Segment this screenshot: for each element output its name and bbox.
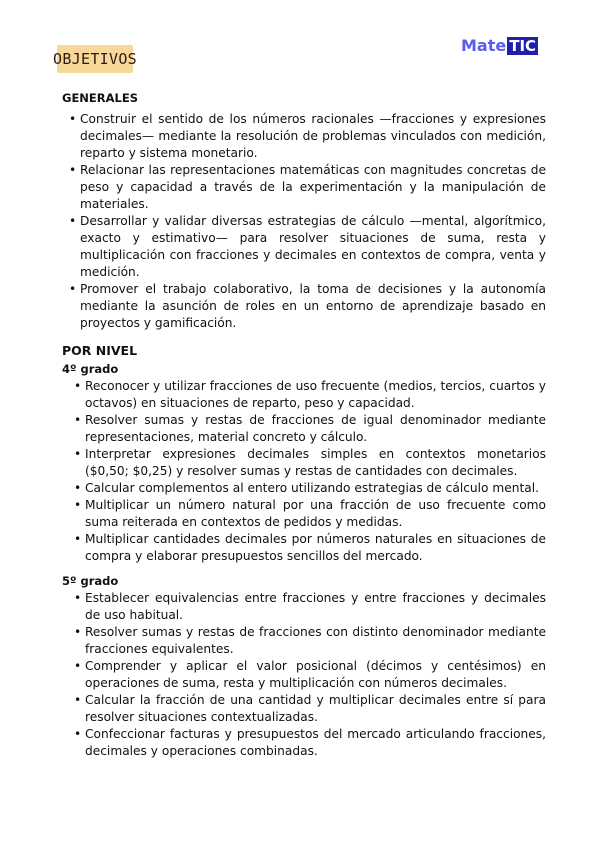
- list-item: • Relacionar las representaciones matemáticas con magnitudes concretas de peso y capacidad a través de la experimentación y la manipulación de materiales.: [68, 162, 546, 213]
- grado4-list: [73, 378, 546, 565]
- list-item: • Comprender y aplicar el valor posicional (décimos y centésimos) en operaciones de suma, resta y multiplicación con números decimales.: [73, 658, 546, 692]
- matetic-logo: [461, 37, 538, 55]
- list-item: • Multiplicar cantidades decimales por números naturales en situaciones de compra y elaborar presupuestos sencillos del mercado.: [73, 531, 546, 565]
- objectives-content: [62, 90, 546, 768]
- list-item: • Desarrollar y validar diversas estrategias de cálculo —mental, algorítmico, exacto y estimativo— para resolver situaciones de suma, resta y multiplicación con fracciones y decimales en contextos de compra, venta y medición.: [68, 213, 546, 281]
- logo-text-mate: Mate: [461, 36, 507, 55]
- list-item: • Calcular la fracción de una cantidad y multiplicar decimales entre sí para resolver situaciones contextualizadas.: [73, 692, 546, 726]
- section-heading-por-nivel: POR NIVEL: [62, 343, 138, 358]
- list-item: • Construir el sentido de los números racionales —fracciones y expresiones decimales— mediante la resolución de problemas vinculados con medición, reparto y sistema monetario.: [68, 111, 546, 162]
- page-title: OBJETIVOS: [53, 50, 137, 68]
- list-item: • Establecer equivalencias entre fracciones y entre fracciones y decimales de uso habitual.: [73, 590, 546, 624]
- subheading-4-grado: 4º grado: [62, 362, 119, 376]
- list-item: • Reconocer y utilizar fracciones de uso frecuente (medios, tercios, cuartos y octavos) en situaciones de reparto, peso y capacidad.: [73, 378, 546, 412]
- list-item: • Resolver sumas y restas de fracciones con distinto denominador mediante fracciones equivalentes.: [73, 624, 546, 658]
- page-title-badge: [53, 45, 137, 73]
- list-item: • Interpretar expresiones decimales simples en contextos monetarios ($0,50; $0,25) y resolver sumas y restas de cantidades con decimales.: [73, 446, 546, 480]
- list-item: • Multiplicar un número natural por una fracción de uso frecuente como suma reiterada en contextos de pedidos y medidas.: [73, 497, 546, 531]
- section-heading-generales: GENERALES: [62, 91, 138, 105]
- subheading-5-grado: 5º grado: [62, 574, 119, 588]
- list-item: • Promover el trabajo colaborativo, la toma de decisiones y la autonomía mediante la asunción de roles en un entorno de aprendizaje basado en proyectos y gamificación.: [68, 281, 546, 332]
- logo-text-tic: TIC: [509, 37, 537, 55]
- list-item: • Calcular complementos al entero utilizando estrategias de cálculo mental.: [73, 480, 546, 497]
- list-item: • Confeccionar facturas y presupuestos del mercado articulando fracciones, decimales y operaciones combinadas.: [73, 726, 546, 760]
- grado5-list: [73, 590, 546, 760]
- list-item: • Resolver sumas y restas de fracciones de igual denominador mediante representaciones, material concreto y cálculo.: [73, 412, 546, 446]
- generales-list: [68, 111, 546, 332]
